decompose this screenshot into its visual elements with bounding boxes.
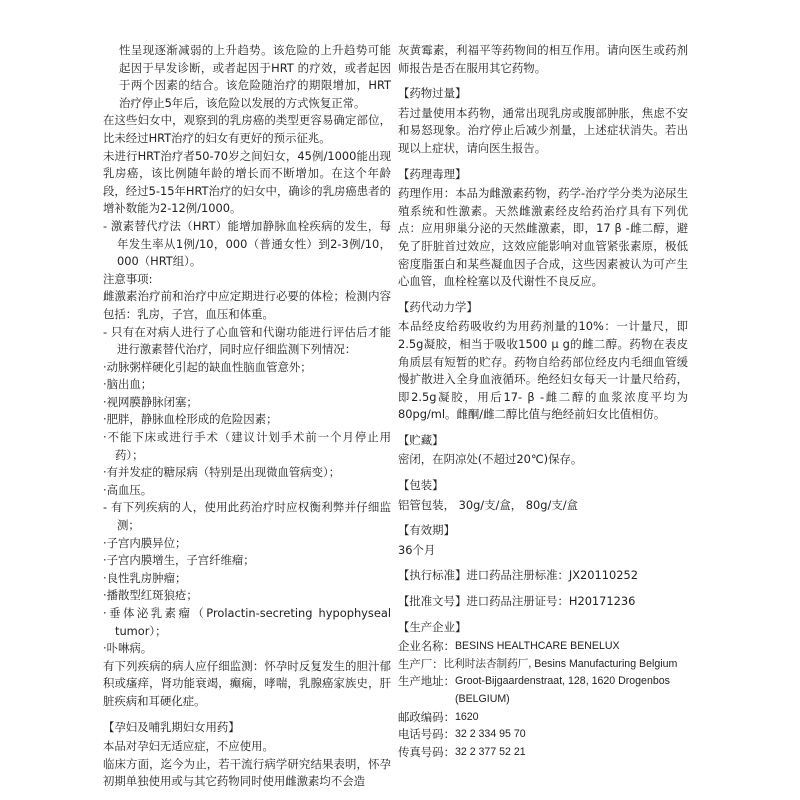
standard-heading: 【执行标准】 [398, 568, 467, 583]
monitor-list [103, 359, 391, 500]
storage-text: 密闭，在阴凉处(不超过20℃)保存。 [398, 452, 583, 467]
company-row [398, 638, 688, 656]
fax-label: 传真号码： [398, 744, 455, 759]
expiry-text: 36个月 [398, 542, 436, 557]
postal-label: 邮政编码： [398, 709, 455, 724]
address-row [398, 673, 688, 708]
phone-value: 32 2 334 95 70 [454, 728, 526, 741]
factory-value: 比利时法杏制药厂, Besins Manufacturing Belgium [443, 657, 678, 670]
postal-row [398, 709, 688, 727]
approval-text: 进口药品注册证号：H20171236 [466, 594, 636, 609]
toxicology-heading: 【药理毒理】 [398, 166, 467, 181]
list-item: ·动脉粥样硬化引起的缺血性脑血管意外； [103, 359, 312, 374]
company-label: 企业名称： [398, 639, 455, 654]
paragraph-exam: 雌激素治疗前和治疗中应定期进行必要的体检；检测内容包括：乳房，子宫，血压和体重。 [103, 289, 391, 321]
expiry-heading: 【有效期】 [398, 523, 455, 538]
list-item: ·播散型红斑狼疮； [103, 588, 198, 603]
list-item: ·子宫内膜增生，子宫纤维瘤； [103, 553, 255, 568]
pharmacokinetics-text: 本品经皮给药吸收约为用药剂量的10%：一计量尺，即2.5g凝胶，相当于吸收1500 μ g的雌二醇。药物在表皮角质层有短暂的贮存。药物自给药部位经皮内毛细血管缓慢扩散进入全身血液循环。绝经妇女每天一计量尺给药，即2.5g凝胶，用后17- β -雌二醇的血浆浓度平均为80pg/ml。雌酮/雌二醇比值与绝经前妇女比值相仿。 [398, 319, 688, 422]
factory-row [398, 656, 688, 674]
approval-heading: 【批准文号】 [398, 594, 467, 609]
paragraph-monitor-intro: - 只有在对病人进行了心血管和代谢功能进行评估后才能进行激素替代治疗，同时应仔细监测下列情况： [103, 324, 391, 357]
list-item: ·有并发症的糖尿病（特别是出现微血管病变）； [103, 465, 341, 480]
fax-value: 32 2 377 52 21 [454, 745, 526, 758]
right-column [398, 42, 688, 761]
standard-line [398, 567, 688, 585]
disease-list [103, 535, 391, 658]
list-item: ·卟啉病。 [103, 641, 153, 656]
list-item: ·视网膜静脉闭塞； [103, 394, 198, 409]
paragraph-careful-monitoring: 有下列疾病的病人应仔细监测：怀孕时反复发生的胆汁郁积或瘙痒，肾功能衰竭，癫痫，哮喘，乳腺癌家族史，肝脏疾病和耳硬化症。 [103, 658, 391, 708]
notice-heading: 注意事项: [103, 271, 153, 286]
left-column [103, 42, 391, 791]
package-heading: 【包装】 [398, 478, 444, 493]
list-item: ·良性乳房肿瘤； [103, 570, 187, 585]
factory-label: 生产厂： [398, 656, 444, 671]
pregnancy-heading: 【孕妇及哺乳期妇女用药】 [103, 719, 240, 734]
pharmacokinetics-heading: 【药代动力学】 [398, 299, 478, 314]
list-item: ·高血压。 [103, 482, 153, 497]
paragraph-cancer-type: 在这些妇女中，观察到的乳房癌的类型更容易确定部位，比未经过HRT治疗的妇女有更好的预示征兆。 [103, 113, 391, 145]
overdose-heading: 【药物过量】 [398, 86, 467, 101]
company-value: BESINS HEALTHCARE BENELUX [454, 640, 620, 653]
manufacturer-heading: 【生产企业】 [398, 619, 467, 634]
address-value: Groot-Bijgaardenstraat, 128, 1620 Drogenbos (BELGIUM) [454, 675, 670, 705]
list-item: ·脑出血； [103, 377, 153, 392]
list-item: ·肥胖，静脉血栓形成的危险因素； [103, 412, 278, 427]
address-label: 生产地址： [398, 674, 455, 689]
paragraph-pregnancy: 本品对孕妇无适应症，不应使用。 [103, 739, 274, 754]
list-item: ·子宫内膜异位； [103, 535, 187, 550]
list-item: ·垂体泌乳素瘤（Prolactin-secreting hypophyseal tumor）； [103, 606, 391, 638]
toxicology-text: 药理作用：本品为雌激素药物，药学-治疗学分类为泌尿生殖系统和性激素。天然雌激素经皮给药治疗具有下列优点：应用卵巢分泌的天然雌激素，即，17 β -雌二醇，避免了肝脏首过效应，这效应能影响对血管紧张素原，极低密度脂蛋白和某些凝血因子合成，这些因素被认为可产生心血管，血栓栓塞以及代谢性不良反应。 [398, 186, 688, 289]
overdose-text: 若过量使用本药物，通常出现乳房或腹部肿胀，焦虑不安和易怒现象。治疗停止后减少剂量，上述症状消失。若出现以上症状，请向医生报告。 [398, 105, 688, 155]
fax-row [398, 744, 688, 762]
paragraph-cancer-incidence: 未进行HRT治疗者50-70岁之间妇女，45例/1000能出现乳房癌，该比例随年龄的增长而不断增加。在这个年龄段，经过5-15年HRT治疗的妇女中，确诊的乳房癌患者的增补数能为2-12例/1000。 [103, 148, 391, 216]
paragraph-breast-cancer-risk: 性呈现逐渐减弱的上升趋势。该危险的上升趋势可能起因于早发诊断，或者起因于HRT 的疗效，或者起因于两个因素的结合。该危险随治疗的期限增加，HRT治疗停止5年后，该危险以发展的方式恢复正常。 [119, 43, 391, 110]
paragraph-interactions: 灰黄霉素，利福平等药物间的相互作用。请向医生或药剂师报告是否在服用其它药物。 [398, 43, 688, 75]
paragraph-thrombosis-risk: - 激素替代疗法（HRT）能增加静脉血栓疾病的发生，每年发生率从1例/10，000（普通女性）到2-3例/10，000（HRT组）。 [103, 218, 391, 269]
paragraph-weigh-risks: - 有下列疾病的人，使用此药治疗时应权衡利弊并仔细监测； [103, 500, 391, 533]
approval-line [398, 593, 688, 611]
postal-value: 1620 [454, 710, 479, 723]
phone-row [398, 726, 688, 744]
standard-text: 进口药品注册标准：JX20110252 [466, 568, 639, 583]
list-item: ·不能下床或进行手术（建议计划手术前一个月停止用药）； [103, 430, 391, 462]
paragraph-clinical: 临床方面，迄今为止，若干流行病学研究结果表明，怀孕初期单独使用或与其它药物同时使用雌激素均不会造 [103, 756, 391, 789]
phone-label: 电话号码： [398, 727, 455, 742]
package-text: 铝管包装， 30g/支/盒， 80g/支/盒 [398, 497, 578, 512]
storage-heading: 【贮藏】 [398, 432, 444, 447]
